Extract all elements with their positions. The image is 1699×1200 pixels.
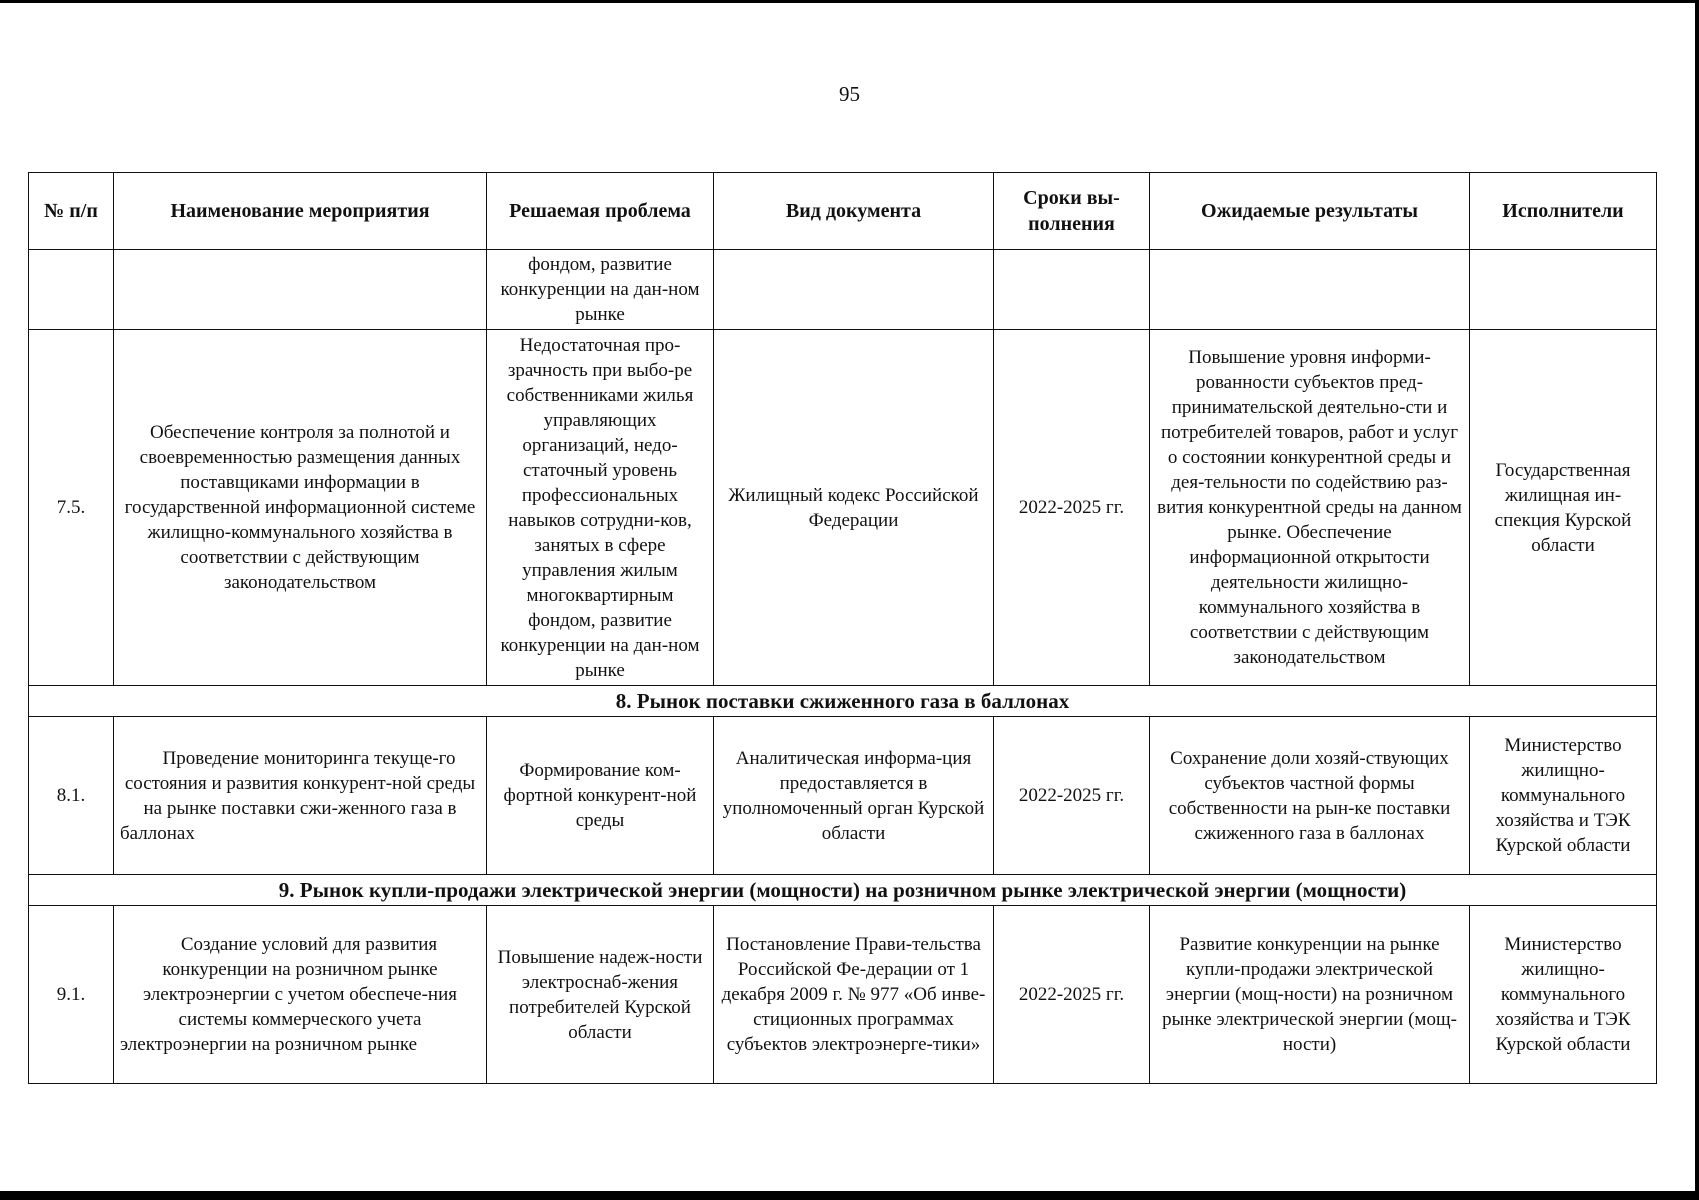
table-row-9-1 <box>29 906 1657 1084</box>
header-doc: Вид документа <box>714 173 994 250</box>
cell-results: Сохранение доли хозяй-ствующих субъектов частной формы собственности на рын-ке поставки сжиженного газа в баллонах <box>1150 717 1470 875</box>
scan-edge-right <box>1695 0 1699 1200</box>
table-row-8-1 <box>29 717 1657 875</box>
header-name: Наименование мероприятия <box>114 173 487 250</box>
cell-problem: Формирование ком-фортной конкурент-ной среды <box>487 717 714 875</box>
section-row-8 <box>29 686 1657 717</box>
cell-num: 7.5. <box>29 330 114 686</box>
table-row-continuation <box>29 250 1657 330</box>
cell-name: Проведение мониторинга текуще-го состояния и развития конкурент-ной среды на рынке поставки сжи-женного газа в баллонах <box>114 717 487 875</box>
cell-doc: Постановление Прави-тельства Российской Фе-дерации от 1 декабря 2009 г. № 977 «Об инве-стиционных программах субъектов электроэнерге-тики» <box>714 906 994 1084</box>
cell-doc <box>714 250 994 330</box>
cell-num <box>29 250 114 330</box>
header-problem: Решаемая проблема <box>487 173 714 250</box>
page-number: 95 <box>839 82 860 106</box>
header-row <box>29 173 1657 250</box>
cell-problem: Повышение надеж-ности электроснаб-жения потребителей Курской области <box>487 906 714 1084</box>
measures-table <box>28 172 1657 1084</box>
cell-results: Развитие конкуренции на рынке купли-продажи электрической энергии (мощ-ности) на розничном рынке электрической энергии (мощ-ности) <box>1150 906 1470 1084</box>
cell-num: 8.1. <box>29 717 114 875</box>
section-row-9 <box>29 875 1657 906</box>
header-results: Ожидаемые результаты <box>1150 173 1470 250</box>
header-terms: Сроки вы-полнения <box>994 173 1150 250</box>
scan-edge-bottom <box>0 1191 1699 1200</box>
header-executors: Исполнители <box>1470 173 1657 250</box>
scan-edge-top <box>0 0 1699 3</box>
cell-executors: Министерство жилищно-коммунального хозяйства и ТЭК Курской области <box>1470 717 1657 875</box>
section-title-9: 9. Рынок купли-продажи электрической энергии (мощности) на розничном рынке электрической энергии (мощности) <box>29 875 1657 906</box>
cell-problem: фондом, развитие конкуренции на дан-ном рынке <box>487 250 714 330</box>
cell-terms: 2022-2025 гг. <box>994 717 1150 875</box>
cell-executors: Государственная жилищная ин-спекция Курской области <box>1470 330 1657 686</box>
cell-name <box>114 250 487 330</box>
cell-results: Повышение уровня информи-рованности субъектов пред-принимательской деятельно-сти и потребителей товаров, работ и услуг о состоянии конкурентной среды и дея-тельности по содействию раз-вития конкурентной среды на данном рынке. Обеспечение информационной открытости деятельности жилищно-коммунального хозяйства в соответствии с действующим законодательством <box>1150 330 1470 686</box>
cell-executors: Министерство жилищно-коммунального хозяйства и ТЭК Курской области <box>1470 906 1657 1084</box>
section-title-8: 8. Рынок поставки сжиженного газа в баллонах <box>29 686 1657 717</box>
cell-name: Обеспечение контроля за полнотой и своевременностью размещения данных поставщиками информации в государственной информационной системе жилищно-коммунального хозяйства в соответствии с действующим законодательством <box>114 330 487 686</box>
cell-problem: Недостаточная про-зрачность при выбо-ре собственниками жилья управляющих организаций, недо-статочный уровень профессиональных навыков сотрудни-ков, занятых в сфере управления жилым многоквартирным фондом, развитие конкуренции на дан-ном рынке <box>487 330 714 686</box>
header-num: № п/п <box>29 173 114 250</box>
cell-name: Создание условий для развития конкуренции на розничном рынке электроэнергии с учетом обеспече-ния системы коммерческого учета электроэнергии на розничном рынке <box>114 906 487 1084</box>
cell-terms <box>994 250 1150 330</box>
cell-doc: Аналитическая информа-ция предоставляется в уполномоченный орган Курской области <box>714 717 994 875</box>
cell-executors <box>1470 250 1657 330</box>
cell-num: 9.1. <box>29 906 114 1084</box>
cell-terms: 2022-2025 гг. <box>994 330 1150 686</box>
cell-terms: 2022-2025 гг. <box>994 906 1150 1084</box>
cell-results <box>1150 250 1470 330</box>
table-row-7-5 <box>29 330 1657 686</box>
cell-doc: Жилищный кодекс Российской Федерации <box>714 330 994 686</box>
